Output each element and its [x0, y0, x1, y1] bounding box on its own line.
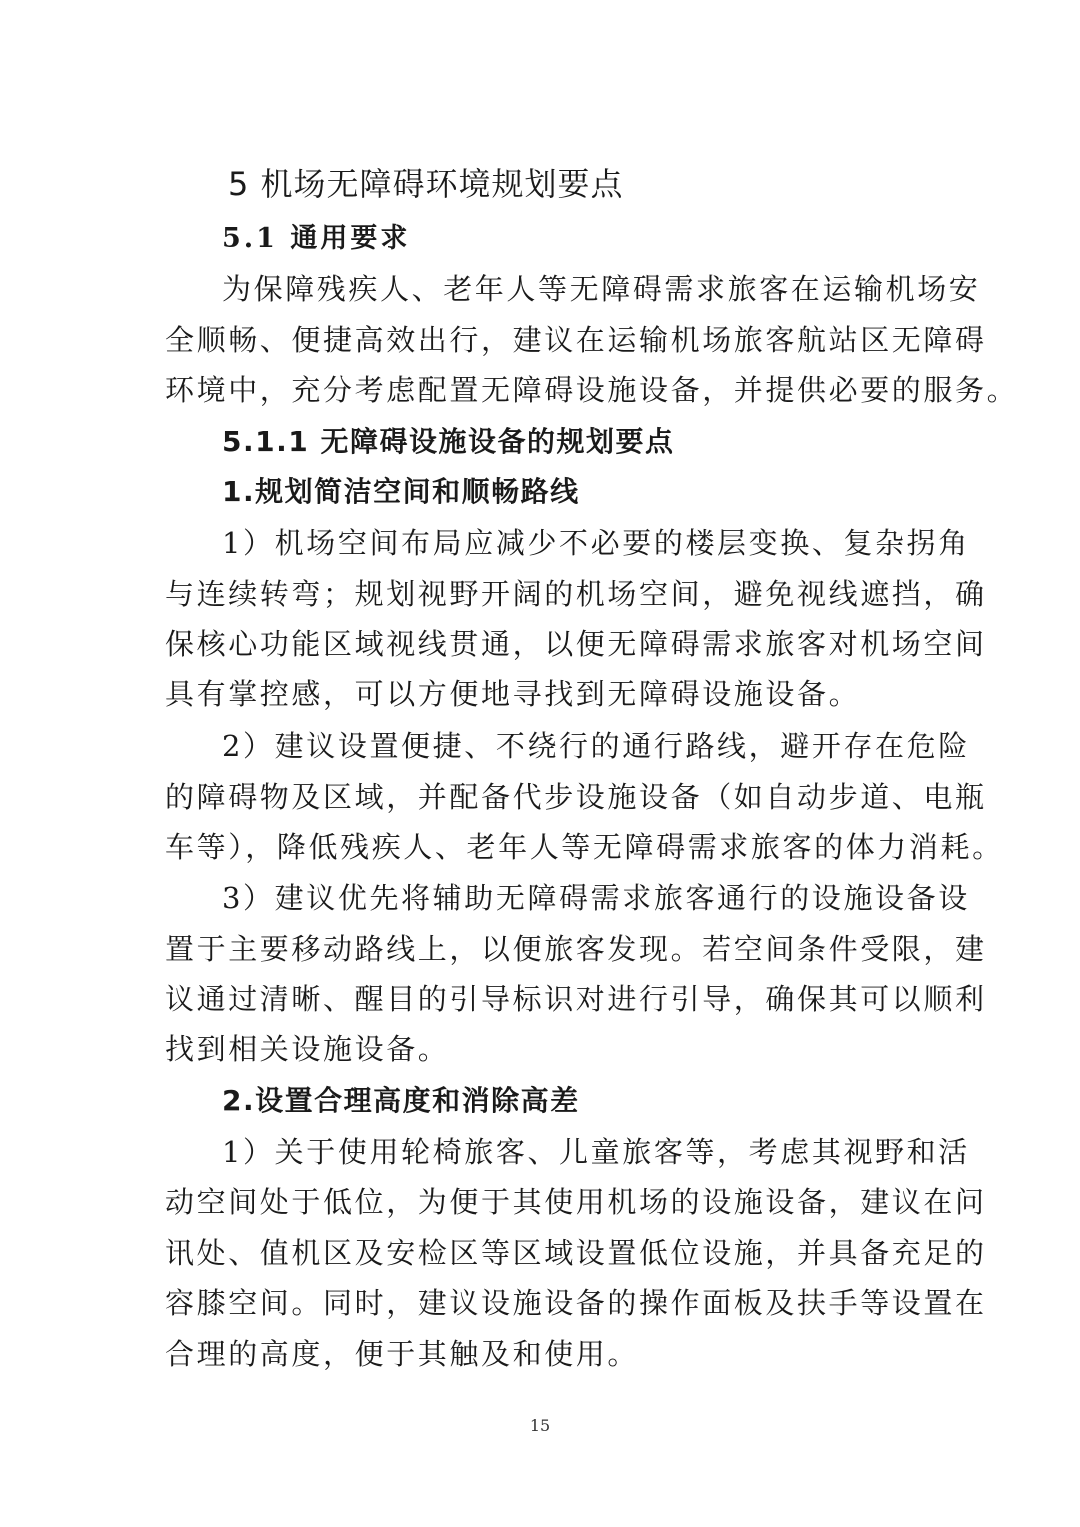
text-line: 为保障残疾人、老年人等无障碍需求旅客在运输机场安 — [222, 272, 981, 306]
text-line: 车等），降低残疾人、老年人等无障碍需求旅客的体力消耗。 — [165, 830, 1004, 864]
text-line: 1）机场空间布局应减少不必要的楼层变换、复杂拐角 — [222, 526, 970, 560]
subsection-title: 5.1 通用要求 — [222, 223, 411, 254]
item-heading: 1.规划简洁空间和顺畅路线 — [222, 475, 580, 508]
text-line: 保核心功能区域视线贯通，以便无障碍需求旅客对机场空间 — [165, 627, 987, 661]
text-line: 合理的高度，便于其触及和使用。 — [165, 1337, 640, 1371]
text-line: 容膝空间。同时，建议设施设备的操作面板及扶手等设置在 — [165, 1286, 987, 1320]
text-line: 的障碍物及区域，并配备代步设施设备（如自动步道、电瓶 — [165, 780, 987, 814]
item-heading: 2.设置合理高度和消除高差 — [222, 1084, 580, 1117]
text-line: 找到相关设施设备。 — [165, 1032, 450, 1066]
text-line: 1）关于使用轮椅旅客、儿童旅客等，考虑其视野和活 — [222, 1135, 970, 1169]
text-line: 2）建议设置便捷、不绕行的通行路线，避开存在危险 — [222, 729, 970, 763]
text-line: 置于主要移动路线上，以便旅客发现。若空间条件受限，建 — [165, 932, 987, 966]
text-line: 具有掌控感，可以方便地寻找到无障碍设施设备。 — [165, 677, 861, 711]
text-line: 全顺畅、便捷高效出行，建议在运输机场旅客航站区无障碍 — [165, 323, 987, 357]
text-line: 动空间处于低位，为便于其使用机场的设施设备，建议在问 — [165, 1185, 987, 1219]
section-title: 5 机场无障碍环境规划要点 — [228, 165, 624, 203]
page-number: 15 — [529, 1416, 551, 1435]
text-line: 与连续转弯；规划视野开阔的机场空间，避免视线遮挡，确 — [165, 577, 987, 611]
text-line: 3）建议优先将辅助无障碍需求旅客通行的设施设备设 — [222, 881, 970, 915]
subsubsection-title: 5.1.1 无障碍设施设备的规划要点 — [222, 425, 675, 458]
text-line: 环境中，充分考虑配置无障碍设施设备，并提供必要的服务。 — [165, 373, 1019, 407]
text-line: 议通过清晰、醒目的引导标识对进行引导，确保其可以顺利 — [165, 982, 987, 1016]
text-line: 讯处、值机区及安检区等区域设置低位设施，并具备充足的 — [165, 1236, 987, 1270]
